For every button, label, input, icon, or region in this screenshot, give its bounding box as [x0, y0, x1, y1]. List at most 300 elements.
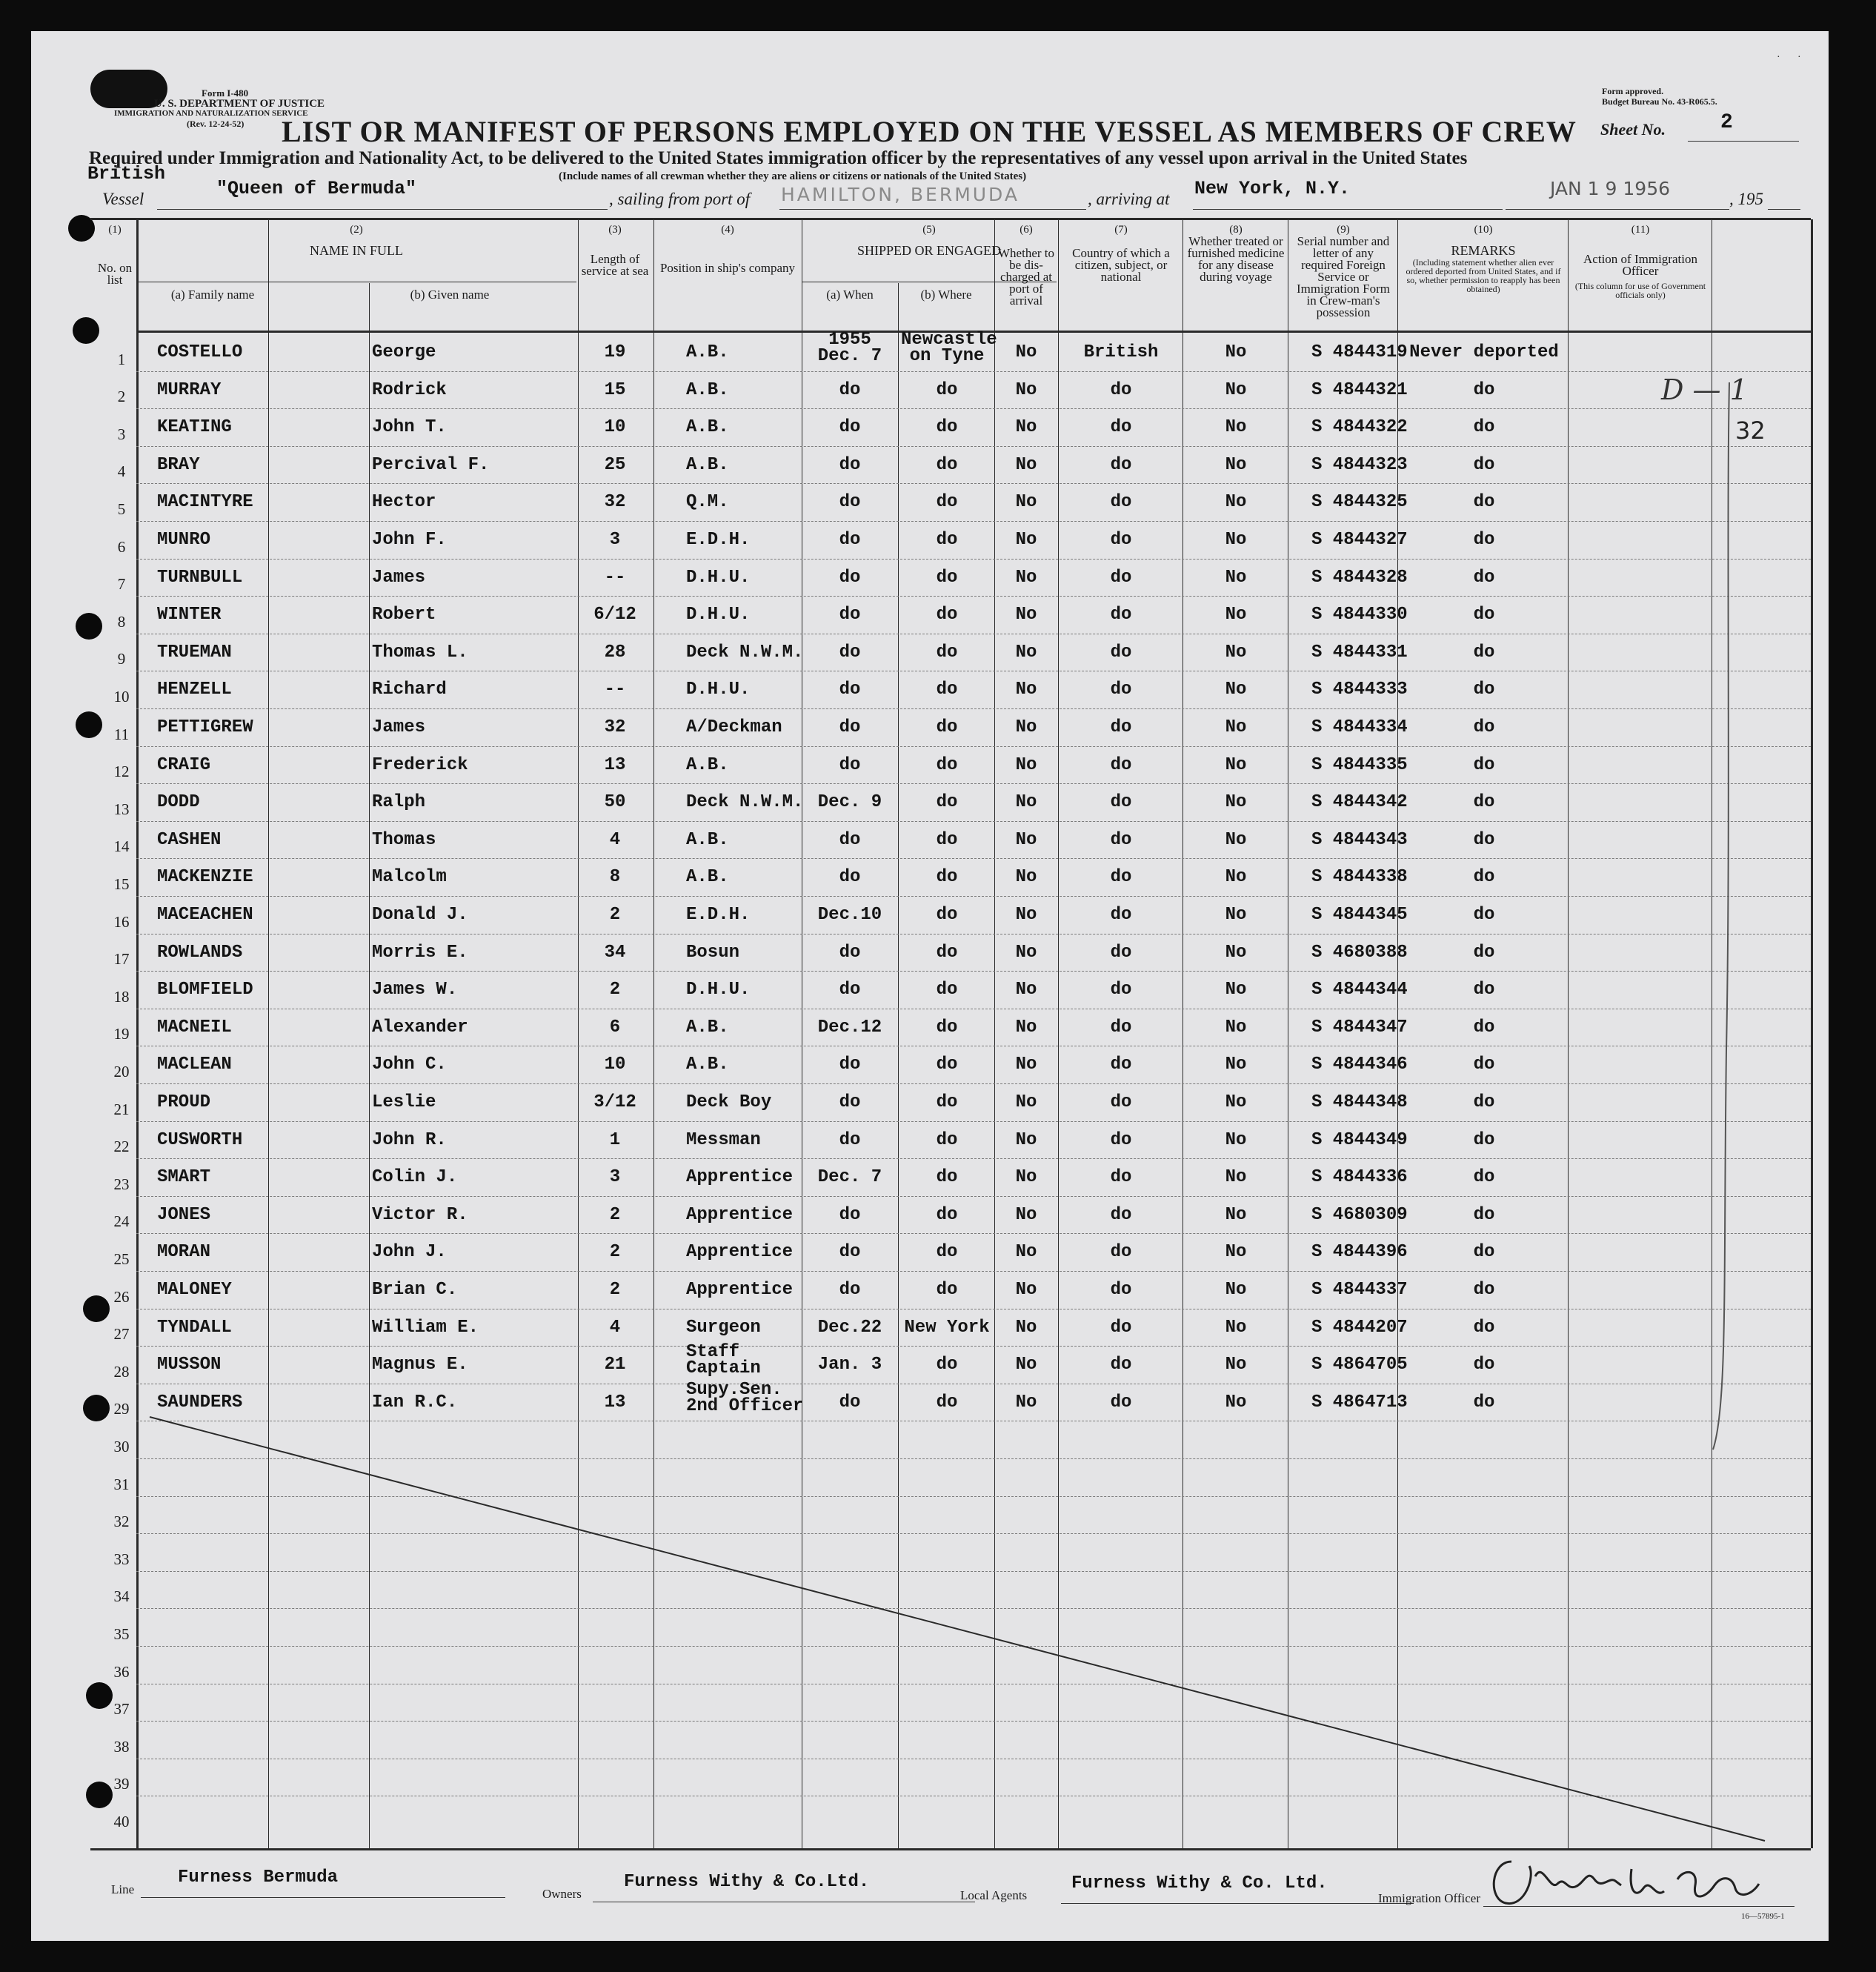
cell-where: do — [936, 980, 958, 1000]
form-service: IMMIGRATION AND NATURALIZATION SERVICE — [114, 109, 308, 118]
cell-position: Apprentice — [686, 1242, 794, 1263]
cell-when: do — [839, 1129, 861, 1150]
cell-family: TYNDALL — [157, 1317, 232, 1338]
row-number: 16 — [113, 912, 130, 931]
cell-remarks: do — [1473, 1017, 1495, 1038]
include-note: (Include names of all crewman whether they are aliens or citizens or nationals of the United States) — [559, 170, 1027, 182]
cell-serial: S 4844322 — [1311, 417, 1408, 438]
cell-country: do — [1110, 1355, 1132, 1375]
cell-treated: No — [1225, 492, 1247, 513]
cell-discharged: No — [1015, 792, 1037, 813]
line-underline — [141, 1897, 505, 1898]
owners-value: Furness Withy & Co.Ltd. — [624, 1872, 870, 1892]
col8-header: Whether treated or furnished medicine for any disease during voyage — [1187, 234, 1285, 284]
sheet-label: Sheet No. — [1600, 120, 1666, 139]
cell-given: Frederick — [372, 754, 468, 775]
cell-country: do — [1110, 754, 1132, 775]
cell-family: CASHEN — [157, 829, 222, 850]
cell-given: John T. — [372, 417, 447, 438]
cell-serial: S 4844325 — [1311, 492, 1408, 513]
cell-country: do — [1110, 1129, 1132, 1150]
cell-remarks: do — [1473, 417, 1495, 438]
cell-given: Brian C. — [372, 1280, 458, 1300]
cell-position: A.B. — [686, 454, 729, 475]
cell-when: do — [839, 717, 861, 737]
print-code: 16—57895-1 — [1741, 1912, 1785, 1921]
cell-family: PETTIGREW — [157, 717, 253, 737]
agents-value: Furness Withy & Co. Ltd. — [1071, 1873, 1328, 1893]
cell-service: 13 — [604, 1392, 626, 1412]
cell-position: Q.M. — [686, 492, 729, 513]
cell-country: do — [1110, 530, 1132, 550]
cell-treated: No — [1225, 1017, 1247, 1038]
cell-position: A.B. — [686, 342, 729, 362]
cell-position: Supy.Sen. 2nd Officer — [686, 1379, 804, 1416]
cell-discharged: No — [1015, 1242, 1037, 1263]
cell-remarks: do — [1473, 905, 1495, 925]
cell-given: John R. — [372, 1129, 447, 1150]
row-number: 35 — [113, 1624, 130, 1643]
cell-country: do — [1110, 980, 1132, 1000]
cell-discharged: No — [1015, 567, 1037, 588]
cell-serial: S 4844321 — [1311, 379, 1408, 400]
cell-discharged: No — [1015, 342, 1037, 362]
cell-service: 4 — [609, 1317, 621, 1338]
cell-discharged: No — [1015, 905, 1037, 925]
row-number: 14 — [113, 837, 130, 856]
cell-position: Deck Boy — [686, 1092, 772, 1112]
cell-where: do — [936, 792, 958, 813]
cell-given: Donald J. — [372, 905, 468, 925]
cell-country: do — [1110, 1092, 1132, 1112]
cell-position: Bosun — [686, 942, 740, 963]
cell-where: New York — [904, 1317, 990, 1338]
cell-when: do — [839, 980, 861, 1000]
cell-position: Apprentice — [686, 1167, 794, 1188]
cell-when: Dec.10 — [817, 905, 882, 925]
cell-serial: S 4844331 — [1311, 642, 1408, 663]
row-number: 22 — [113, 1138, 130, 1156]
cell-when: do — [839, 642, 861, 663]
cell-service: 10 — [604, 1055, 626, 1075]
cell-discharged: No — [1015, 1129, 1037, 1150]
cell-where: do — [936, 1017, 958, 1038]
cell-service: 2 — [609, 1242, 621, 1263]
cell-serial: S 4680388 — [1311, 942, 1408, 963]
cell-service: 2 — [609, 980, 621, 1000]
cell-discharged: No — [1015, 642, 1037, 663]
cell-when: do — [839, 454, 861, 475]
col3-number: (3) — [608, 224, 622, 236]
cell-treated: No — [1225, 1355, 1247, 1375]
cell-treated: No — [1225, 1055, 1247, 1075]
cell-when: do — [839, 829, 861, 850]
agents-label: Local Agents — [960, 1888, 1028, 1902]
cell-given: Morris E. — [372, 942, 468, 963]
cell-family: CUSWORTH — [157, 1129, 243, 1150]
cell-family: MUNRO — [157, 530, 211, 550]
cell-remarks: do — [1473, 754, 1495, 775]
cell-family: TURNBULL — [157, 567, 243, 588]
col4-number: (4) — [721, 224, 734, 236]
cell-position: Deck N.W.M. — [686, 792, 804, 813]
cell-given: James W. — [372, 980, 458, 1000]
cell-where: do — [936, 454, 958, 475]
cell-where: do — [936, 1242, 958, 1263]
arriving-port: New York, N.Y. — [1194, 178, 1351, 199]
cell-serial: S 4844346 — [1311, 1055, 1408, 1075]
cell-when: do — [839, 680, 861, 700]
sailing-label: , sailing from port of — [609, 190, 751, 208]
cell-serial: S 4844334 — [1311, 717, 1408, 737]
cell-discharged: No — [1015, 454, 1037, 475]
row-number: 17 — [113, 950, 130, 969]
cell-discharged: No — [1015, 754, 1037, 775]
officer-action-count: 32 — [1735, 416, 1766, 445]
row-number: 29 — [113, 1400, 130, 1418]
cell-service: 32 — [604, 717, 626, 737]
agents-underline — [1061, 1903, 1414, 1904]
col4-header: Position in ship's company — [659, 261, 796, 275]
cell-given: Rodrick — [372, 379, 447, 400]
cell-discharged: No — [1015, 417, 1037, 438]
cell-family: MACKENZIE — [157, 867, 253, 888]
cell-treated: No — [1225, 829, 1247, 850]
cell-treated: No — [1225, 905, 1247, 925]
cell-remarks: do — [1473, 680, 1495, 700]
cell-remarks: do — [1473, 379, 1495, 400]
cell-service: 19 — [604, 342, 626, 362]
cell-when: 1955 Dec. 7 — [817, 330, 882, 366]
cell-country: do — [1110, 680, 1132, 700]
cell-where: do — [936, 1055, 958, 1075]
cell-when: do — [839, 1242, 861, 1263]
cell-given: Victor R. — [372, 1204, 468, 1225]
cell-family: WINTER — [157, 605, 222, 625]
cell-treated: No — [1225, 754, 1247, 775]
cell-family: SAUNDERS — [157, 1392, 243, 1412]
cell-position: A.B. — [686, 1017, 729, 1038]
row-number: 13 — [113, 800, 130, 818]
cell-remarks: do — [1473, 717, 1495, 737]
cell-given: Thomas — [372, 829, 436, 850]
cell-treated: No — [1225, 1092, 1247, 1112]
cell-service: 1 — [609, 1129, 621, 1150]
cell-family: MUSSON — [157, 1355, 222, 1375]
col10-number: (10) — [1474, 224, 1493, 236]
col2-number: (2) — [350, 224, 363, 236]
cell-when: do — [839, 567, 861, 588]
cell-where: do — [936, 1355, 958, 1375]
owners-label: Owners — [542, 1887, 582, 1901]
cell-serial: S 4844396 — [1311, 1242, 1408, 1263]
cell-discharged: No — [1015, 1355, 1037, 1375]
cell-service: 28 — [604, 642, 626, 663]
col7-number: (7) — [1114, 224, 1128, 236]
cell-given: Alexander — [372, 1017, 468, 1038]
col6-header: Whether to be dis-charged at port of arrival — [998, 246, 1054, 308]
col5-header: SHIPPED OR ENGAGED — [856, 243, 1001, 258]
cell-family: MURRAY — [157, 379, 222, 400]
cell-given: Ralph — [372, 792, 426, 813]
row-number: 15 — [113, 874, 130, 893]
cell-when: do — [839, 1392, 861, 1412]
cell-service: 32 — [604, 492, 626, 513]
cell-where: do — [936, 567, 958, 588]
cell-where: do — [936, 417, 958, 438]
cell-service: 50 — [604, 792, 626, 813]
cell-when: do — [839, 492, 861, 513]
arriving-label: , arriving at — [1088, 190, 1170, 208]
cell-given: Magnus E. — [372, 1355, 468, 1375]
row-number: 31 — [113, 1475, 130, 1493]
year-suffix: , 195 — [1729, 190, 1763, 208]
row-number: 34 — [113, 1587, 130, 1606]
officer-action-row1: D — 1 — [1661, 374, 1748, 406]
cell-country: do — [1110, 379, 1132, 400]
cell-discharged: No — [1015, 1204, 1037, 1225]
cell-serial: S 4844330 — [1311, 605, 1408, 625]
cell-treated: No — [1225, 980, 1247, 1000]
col11-number: (11) — [1631, 224, 1650, 236]
row-number: 19 — [113, 1025, 130, 1043]
form-dept: U. S. DEPARTMENT OF JUSTICE — [154, 98, 325, 110]
form-rev: (Rev. 12-24-52) — [187, 119, 245, 129]
cell-where: do — [936, 754, 958, 775]
cell-remarks: do — [1473, 605, 1495, 625]
col1-header: No. on list — [97, 261, 133, 287]
cell-treated: No — [1225, 867, 1247, 888]
cell-discharged: No — [1015, 1092, 1037, 1112]
cell-serial: S 4844349 — [1311, 1129, 1408, 1150]
cell-discharged: No — [1015, 1280, 1037, 1300]
cell-country: do — [1110, 1055, 1132, 1075]
cell-given: John J. — [372, 1242, 447, 1263]
row-number: 1 — [117, 350, 126, 368]
cell-position: A/Deckman — [686, 717, 782, 737]
cell-serial: S 4844345 — [1311, 905, 1408, 925]
cell-country: do — [1110, 717, 1132, 737]
cell-position: Apprentice — [686, 1204, 794, 1225]
cell-serial: S 4844338 — [1311, 867, 1408, 888]
cell-family: CRAIG — [157, 754, 211, 775]
cell-treated: No — [1225, 717, 1247, 737]
immigration-officer-signature — [1483, 1847, 1794, 1913]
cell-discharged: No — [1015, 867, 1037, 888]
cell-service: 13 — [604, 754, 626, 775]
sailing-port-stamp: HAMILTON, BERMUDA — [781, 184, 1020, 205]
cell-serial: S 4680309 — [1311, 1204, 1408, 1225]
page-subtitle: Required under Immigration and Nationality Act, to be delivered to the United States immigration officer by the representatives of any vessel upon arrival in the United States — [89, 148, 1468, 168]
row-number: 33 — [113, 1550, 130, 1568]
form-approved: Form approved. — [1602, 86, 1664, 96]
cell-service: 3 — [609, 1167, 621, 1188]
cell-position: D.H.U. — [686, 567, 751, 588]
cell-serial: S 4844348 — [1311, 1092, 1408, 1112]
cell-where: do — [936, 905, 958, 925]
cell-given: Percival F. — [372, 454, 490, 475]
cell-position: D.H.U. — [686, 980, 751, 1000]
cell-given: Colin J. — [372, 1167, 458, 1188]
cell-when: do — [839, 754, 861, 775]
cell-position: A.B. — [686, 829, 729, 850]
cell-position: A.B. — [686, 379, 729, 400]
stray-dot: · — [1797, 52, 1801, 63]
cell-when: do — [839, 530, 861, 550]
cell-given: George — [372, 342, 436, 362]
col1-number: (1) — [108, 224, 122, 236]
cell-remarks: do — [1473, 792, 1495, 813]
row-number: 24 — [113, 1212, 130, 1231]
cell-remarks: do — [1473, 1167, 1495, 1188]
cell-remarks: do — [1473, 1092, 1495, 1112]
cell-serial: S 4844343 — [1311, 829, 1408, 850]
cell-country: do — [1110, 1204, 1132, 1225]
form-number: Form I-480 — [202, 87, 249, 99]
cell-remarks: do — [1473, 980, 1495, 1000]
cell-where: do — [936, 492, 958, 513]
cell-family: COSTELLO — [157, 342, 243, 362]
arrival-date-stamp: JAN 1 9 1956 — [1550, 178, 1671, 199]
manifest-sheet — [31, 31, 1829, 1941]
cell-serial: S 4864713 — [1311, 1392, 1408, 1412]
cell-treated: No — [1225, 792, 1247, 813]
cell-given: Ian R.C. — [372, 1392, 458, 1412]
cell-treated: No — [1225, 379, 1247, 400]
cell-position: Deck N.W.M. — [686, 642, 804, 663]
cell-discharged: No — [1015, 1392, 1037, 1412]
stray-dot: · — [1777, 52, 1780, 63]
col2a-header: (a) Family name — [170, 288, 255, 302]
cell-discharged: No — [1015, 492, 1037, 513]
cell-family: SMART — [157, 1167, 211, 1188]
cell-where: do — [936, 379, 958, 400]
cell-given: James — [372, 567, 426, 588]
cell-family: MORAN — [157, 1242, 211, 1263]
row-number: 28 — [113, 1362, 130, 1381]
row-number: 36 — [113, 1662, 130, 1681]
row-number: 20 — [113, 1062, 130, 1080]
cell-service: -- — [604, 567, 626, 588]
cell-family: BLOMFIELD — [157, 980, 253, 1000]
cell-discharged: No — [1015, 942, 1037, 963]
cell-serial: S 4844333 — [1311, 680, 1408, 700]
cell-service: 34 — [604, 942, 626, 963]
row-number: 2 — [117, 388, 126, 406]
cell-treated: No — [1225, 342, 1247, 362]
cell-service: 15 — [604, 379, 626, 400]
cell-treated: No — [1225, 942, 1247, 963]
cell-discharged: No — [1015, 379, 1037, 400]
cell-treated: No — [1225, 567, 1247, 588]
cell-country: do — [1110, 567, 1132, 588]
cell-discharged: No — [1015, 829, 1037, 850]
cell-where: do — [936, 1280, 958, 1300]
cell-remarks: Never deported — [1409, 342, 1559, 362]
cell-serial: S 4844347 — [1311, 1017, 1408, 1038]
cell-treated: No — [1225, 1317, 1247, 1338]
cell-given: Thomas L. — [372, 642, 468, 663]
col3-header: Length of service at sea — [581, 252, 649, 278]
row-number: 8 — [117, 612, 126, 631]
cell-remarks: do — [1473, 530, 1495, 550]
vessel-label: Vessel — [102, 190, 144, 208]
cell-treated: No — [1225, 1280, 1247, 1300]
cell-position: A.B. — [686, 1055, 729, 1075]
row-number: 12 — [113, 763, 130, 781]
row-number: 25 — [113, 1249, 130, 1268]
cell-position: E.D.H. — [686, 530, 751, 550]
row-number: 3 — [117, 425, 126, 443]
cell-when: do — [839, 605, 861, 625]
cell-treated: No — [1225, 1392, 1247, 1412]
cell-position: D.H.U. — [686, 680, 751, 700]
cell-given: James — [372, 717, 426, 737]
col7-header: Country of which a citizen, subject, or national — [1072, 246, 1170, 284]
cell-country: do — [1110, 1167, 1132, 1188]
cell-where: do — [936, 1092, 958, 1112]
cell-remarks: do — [1473, 454, 1495, 475]
cell-when: Dec. 7 — [817, 1167, 882, 1188]
cell-family: KEATING — [157, 417, 232, 438]
cell-remarks: do — [1473, 642, 1495, 663]
cell-given: Leslie — [372, 1092, 436, 1112]
cell-remarks: do — [1473, 567, 1495, 588]
cell-when: do — [839, 1204, 861, 1225]
cell-service: 3 — [609, 530, 621, 550]
cell-when: do — [839, 867, 861, 888]
cell-when: do — [839, 1280, 861, 1300]
cell-country: do — [1110, 1317, 1132, 1338]
cell-service: -- — [604, 680, 626, 700]
cell-position: Apprentice — [686, 1280, 794, 1300]
cell-country: do — [1110, 867, 1132, 888]
cell-country: do — [1110, 1017, 1132, 1038]
col11-header: Action of Immigration Officer — [1583, 252, 1697, 278]
cell-when: do — [839, 417, 861, 438]
cell-service: 2 — [609, 905, 621, 925]
cell-position: A.B. — [686, 754, 729, 775]
cell-remarks: do — [1473, 492, 1495, 513]
cell-serial: S 4844319 — [1311, 342, 1408, 362]
cell-country: do — [1110, 829, 1132, 850]
cell-given: John C. — [372, 1055, 447, 1075]
cell-serial: S 4844337 — [1311, 1280, 1408, 1300]
vessel-name: "Queen of Bermuda" — [216, 178, 417, 199]
cell-treated: No — [1225, 1129, 1247, 1150]
cell-family: JONES — [157, 1204, 211, 1225]
cell-family: BRAY — [157, 454, 200, 475]
cell-remarks: do — [1473, 1280, 1495, 1300]
row-number: 18 — [113, 987, 130, 1006]
cell-family: TRUEMAN — [157, 642, 232, 663]
row-number: 38 — [113, 1737, 130, 1756]
cell-where: do — [936, 1167, 958, 1188]
cell-treated: No — [1225, 1167, 1247, 1188]
cell-serial: S 4844344 — [1311, 980, 1408, 1000]
cell-service: 21 — [604, 1355, 626, 1375]
vessel-nationality: British — [87, 163, 166, 185]
cell-family: DODD — [157, 792, 200, 813]
col9-header: Serial number and letter of any required Foreign Service or Immigration Form in Crew-man's possession — [1296, 234, 1391, 319]
cell-country: do — [1110, 1242, 1132, 1263]
cell-discharged: No — [1015, 1317, 1037, 1338]
cell-position: A.B. — [686, 417, 729, 438]
cell-country: do — [1110, 642, 1132, 663]
cell-family: MALONEY — [157, 1280, 232, 1300]
cell-when: do — [839, 1055, 861, 1075]
col10-header: REMARKS — [1451, 243, 1516, 258]
